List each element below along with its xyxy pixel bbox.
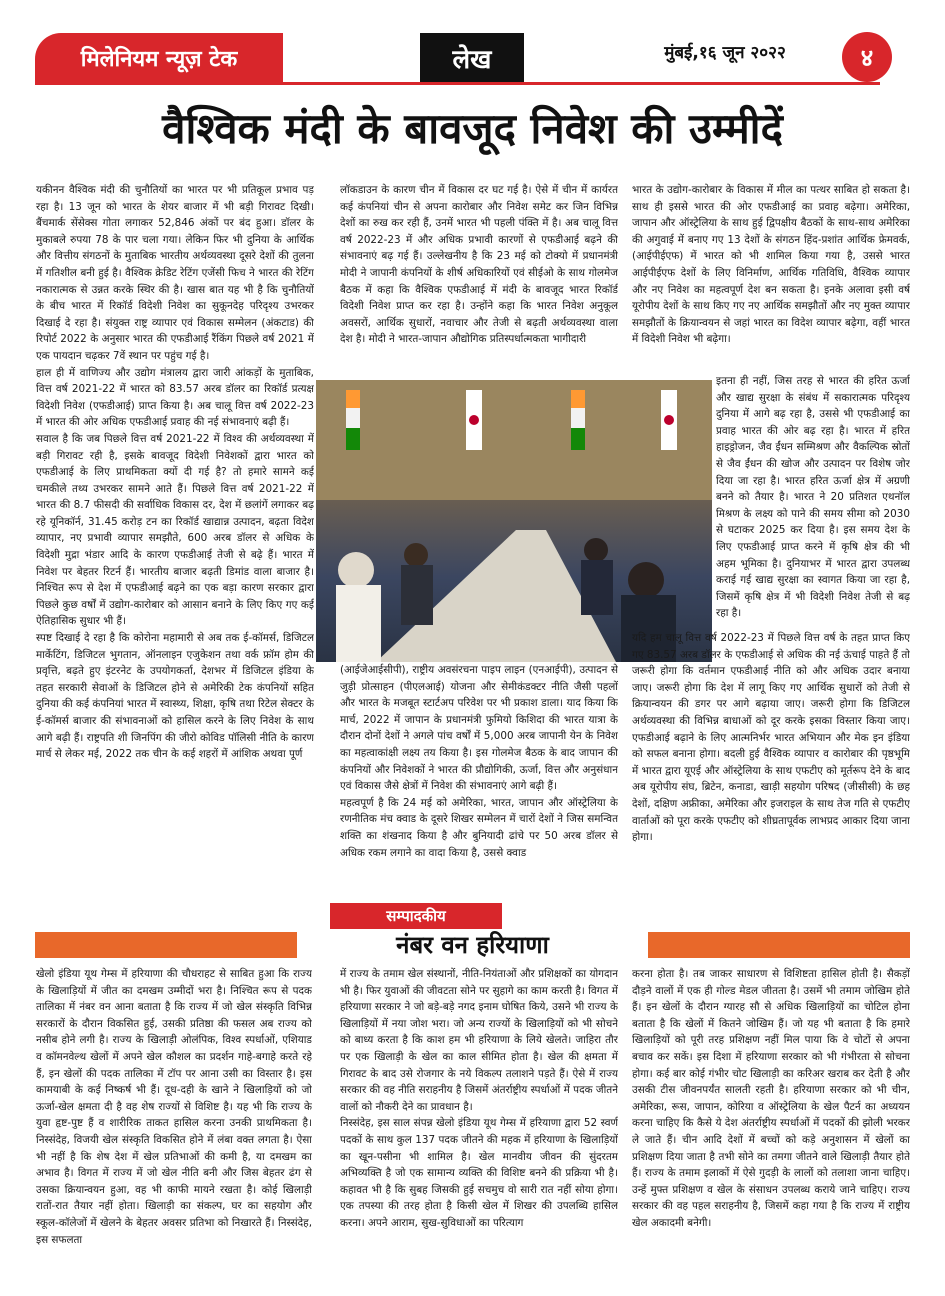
editorial-column-1: [36, 966, 312, 1262]
meeting-photo-illustration: [316, 380, 712, 662]
article-column-3-bottom: [632, 630, 910, 892]
article-paragraph: महत्वपूर्ण है कि 24 मई को अमेरिका, भारत, जापान और ऑस्ट्रेलिया के रणनीतिक मंच क्वाड के दूसरे शिखर सम्मेलन में चारों देशों ने जिस समन्वित शक्ति का शंखनाद किया है और बुनियादी ढांचे पर 50 अरब डॉलर से अधिक रकम लगाने का वादा किया है, उससे क्वाड: [340, 796, 618, 859]
editorial-band-right: [648, 932, 910, 958]
editorial-band-left: [35, 932, 297, 958]
article-column-1: [36, 182, 314, 882]
article-column-3-top: [632, 182, 910, 380]
issue-date: मुंबई,१६ जून २०२२: [664, 43, 786, 63]
editorial-paragraph: करना होता है। तब जाकर साधारण से विशिष्टता हासिल होती है। सैकड़ों दौड़ने वालों में एक ही गोल्ड मेडल जीतता है। उसमें भी तमाम जोखिम होते हैं। इन खेलों के दौरान ग्यारह सौ से अधिक खिलाड़ियों का चोटिल होना बताता है कि खेलों में कितने जोखिम हैं। जो यह भी बताता है कि हमारे खिलाड़ियों को पूरी तरह प्रशिक्षण नहीं मिल पाया कि वे चोटों से अपना बचाव कर सकें। इस दिशा में हरियाणा सरकार को भी गंभीरता से सोचना होगा। कई बार कोई गंभीर चोट खिलाड़ी का करिअर खराब कर देती है और उसकी टीस जीवनपर्यंत सालती रहती है। हरियाणा सरकार को भी चीन, अमेरिका, रूस, जापान, कोरिया व ऑस्ट्रेलिया के खेल पैटर्न का अध्ययन करना चाहिए कि कैसे ये देश अंतर्राष्ट्रीय स्पर्धाओं में पदकों की झोली भरकर ले जाते हैं। चीन आदि देशों में बच्चों को कड़े अनुशासन में खेलों का प्रशिक्षण दिया जाता है तभी सोने का तमगा जीतने वाले खिलाड़ी तैयार होते हैं। राज्य के तमाम इलाकों में ऐसे गुदड़ी के लालों को तलाशा जाना चाहिए। उन्हें मुफ्त प्रशिक्षण व खेल के संसाधन उपलब्ध कराये जाने चाहिए। राज्य सरकार की वह पहल सराहनीय है, जिसमें कहा गया है कि राज्य में राष्ट्रीय खेल अकादमी बनेगी।: [632, 968, 910, 1229]
article-paragraph: स्पष्ट दिखाई दे रहा है कि कोरोना महामारी से अब तक ई-कॉमर्स, डिजिटल मार्केटिंग, डिजिटल भुगतान, ऑनलाइन एजुकेशन तथा वर्क फ्रॉम होम की प्रवृत्ति, बढ़ते हुए इंटरनेट के उपयोगकर्ता, देशभर में डिजिटल इंडिया के तहत सरकारी सेवाओं के डिजिटल होने से अमेरिकी टेक कंपनियों सहित दुनिया की कई कंपनियां भारत में स्वास्थ्य, शिक्षा, कृषि तथा रिटेल सेक्टर के ई-कॉमर्स बाजार की संभावनाओं को हासिल करने के लिए निवेश के साथ आगे बढ़ी हैं। राष्ट्रपति शी जिनपिंग की जीरो कोविड पॉलिसी नीति के कारण मार्च से लेकर मई, 2022 तक चीन के कई शहरों में आंशिक अथवा पूर्ण: [36, 632, 314, 761]
editorial-column-2: [340, 966, 618, 1262]
editorial-title: नंबर वन हरियाणा: [396, 931, 549, 959]
article-paragraph: इतना ही नहीं, जिस तरह से भारत की हरित ऊर्जा और खाद्य सुरक्षा के संबंध में सकारात्मक परिदृश्य दुनिया में आगे बढ़ रहा है, उससे भी एफडीआई का प्रवाह भारत की ओर बढ़ रहा है। भारत में हरित हाइड्रोजन, जैव ईंधन सम्मिश्रण और वैकल्पिक स्रोतों से जैव ईंधन की खोज और उत्पादन पर विशेष जोर दिया जा रहा है। भारत हरित ऊर्जा क्षेत्र में अग्रणी बनने को तैयार है। भारत ने 20 प्रतिशत एथनॉल मिश्रण के लक्ष्य को पाने की समय सीमा को 2030 से घटाकर 2025 कर दिया है। इस समय देश के लिए एफडीआई प्राप्त करने में कृषि क्षेत्र की भी अहम भूमिका है। दुनियाभर में भारत द्वारा उपलब्ध कराई गई खाद्य सुरक्षा का स्वागत किया जा रहा है, जिसमें कृषि क्षेत्र में भी विदेशी निवेश तेजी से बढ़ रहा है।: [716, 375, 910, 620]
editorial-paragraph: में राज्य के तमाम खेल संस्थानों, नीति-नियंताओं और प्रशिक्षकों का योगदान भी है। फिर युवाओं की जीवटता सोने पर सुहागे का काम करती है। विगत में हरियाणा सरकार ने जो बड़े-बड़े नगद इनाम घोषित किये, उसने भी राज्य के खिलाड़ियों में नया जोश भरा। जो अन्य राज्यों के खिलाड़ियों को भी सोचने को बाध्य करता है कि काश हम भी हरियाणा के लिये खेलते। जाहिरा तौर पर एक खिलाड़ी के खेल का काल सीमित होता है। खेल की क्षमता में गिरावट के बाद उसे रोजगार के नये विकल्प तलाशने पड़ते हैं। ऐसे में राज्य सरकार की वह नीति सराहनीय है जिसमें अंतर्राष्ट्रीय स्पर्धाओं में पदक जीतने वालों को नौकरी देने का प्रावधान है।: [340, 968, 618, 1113]
meeting-photo: [316, 380, 712, 662]
article-paragraph: सवाल है कि जब पिछले वित्त वर्ष 2021-22 में विश्व की अर्थव्यवस्था में बड़ी गिरावट रही है, इसके बावजूद विदेशी निवेशकों द्वारा भारत को एफडीआई के लिए प्राथमिकता क्यों दी गई है? तो हमारे सामने कई चमकीले तथ्य उभरकर सामने आते हैं। पिछले वित्त वर्ष 2021-22 में भारत की 8.7 फीसदी की सर्वाधिक विकास दर, देश में छलांगें लगाकर बढ़ रहे यूनिकॉर्न, 31.45 करोड़ टन का रिकॉर्ड खाद्यान्न उत्पादन, बढ़ता विदेश व्यापार, नए प्रभावी व्यापार समझौते, 600 अरब डॉलर से अधिक के विदेशी मुद्रा भंडार आदि के कारण एफडीआई तेजी से बढ़े हैं। भारत में निवेश पर बेहतर रिटर्न हैं। भारतीय बाजार बढ़ती डिमांड वाला बाजार है। निश्चित रूप से देश में एफडीआई बढ़ने का एक बड़ा कारण सरकार द्वारा पिछले कुछ वर्षों में उद्योग-कारोबार को आसान बनाने के लिए किए गए कई ऐतिहासिक सुधार भी हैं।: [36, 432, 314, 628]
article-paragraph: (आईजेआईसीपी), राष्ट्रीय अवसंरचना पाइप लाइन (एनआईपी), उत्पादन से जुड़ी प्रोत्साहन (पीएलआई) योजना और सेमीकंडक्टर नीति जैसी पहलों और भारत के मजबूत स्टार्टअप परिवेश पर भी प्रकाश डाला। याद किया कि मार्च, 2022 में जापान के प्रधानमंत्री फुमियो किशिदा की भारत यात्रा के दौरान दोनों देशों ने अगले पांच वर्षों में 5,000 अरब जापानी येन के निवेश का महत्वाकांक्षी लक्ष्य तय किया है। इस गोलमेज बैठक के बाद जापान की कंपनियों और निवेशकों ने भारत की प्रौद्योगिकी, ऊर्जा, वित्त और अनुसंधान एवं विकास जैसे क्षेत्रों में निवेश की संभावनाएं आगे बढ़ी हैं।: [340, 664, 618, 793]
header-divider: [35, 82, 880, 85]
article-paragraph: यकीनन वैश्विक मंदी की चुनौतियों का भारत पर भी प्रतिकूल प्रभाव पड़ रहा है। 13 जून को भारत के शेयर बाजार में भी बड़ी गिरावट दिखी। बैंचमार्क सेंसेक्स गोता लगाकर 52,846 अंकों पर बंद हुआ। डॉलर के मुकाबले रुपया 78 के पार चला गया। लेकिन फिर भी दुनिया के आर्थिक और वित्तीय संगठनों के मुताबिक भारतीय अर्थव्यवस्था दूसरे देशों की तुलना में गतिशील बनी हुई है। वैश्विक क्रेडिट रेटिंग एजेंसी फिच ने भारत की रेटिंग नकारात्मक से उन्नत करके स्थिर की है। खास बात यह भी है कि चुनौतियों के बीच भारत में रिकॉर्ड विदेशी निवेश का सुकूनदेह परिदृश्य उभरकर दिखाई दे रहा है। संयुक्त राष्ट्र व्यापार एवं विकास सम्मेलन (अंकटाड) की रिपोर्ट 2022 के अनुसार भारत की एफडीआई रैंकिंग पिछले वर्ष 2021 में एक पायदान चढ़कर 7वें स्थान पर पहुंच गई है।: [36, 184, 314, 362]
editorial-label: सम्पादकीय: [330, 903, 502, 929]
article-column-2-bottom: [340, 662, 618, 892]
page-headline: वैश्विक मंदी के बावजूद निवेश की उम्मीदें: [162, 104, 783, 153]
editorial-column-3: [632, 966, 910, 1262]
editorial-paragraph: निस्संदेह, इस साल संपन्न खेलो इंडिया यूथ गेम्स में हरियाणा द्वारा 52 स्वर्ण पदकों के साथ कुल 137 पदक जीतने की महक में हरियाणा के खिलाड़ियों का खून-पसीना भी शामिल है। खेल मानवीय जीवन की सुंदरतम अभिव्यक्ति है जो एक सामान्य व्यक्ति की विशिष्ट बनने की प्रक्रिया भी है। कहावत भी है कि सुबह जिसकी हुई सचमुच वो सारी रात नहीं सोया होगा। एक तपस्या की तरह होता है किसी खेल में शिखर की उपलब्धि हासिल करना। अपने आराम, सुख-सुविधाओं का परित्याग: [340, 1117, 618, 1229]
article-column-2-top: [340, 182, 618, 380]
article-paragraph: भारत के उद्योग-कारोबार के विकास में मील का पत्थर साबित हो सकता है। साथ ही इससे भारत की ओर एफडीआई का प्रवाह बढ़ेगा। अमेरिका, जापान और ऑस्ट्रेलिया के साथ हुई द्विपक्षीय बैठकों के साथ-साथ अमेरिका की अगुवाई में बनाए गए 13 देशों के संगठन हिंद-प्रशांत आर्थिक फ्रेमवर्क, (आईपीईएफ) में भारत को भी शामिल किया गया है, उससे भारत आईपीईएफ देशों के लिए विनिर्माण, आर्थिक गतिविधि, वैश्विक व्यापार और नए निवेश का महत्वपूर्ण देश बन सकता है। इनके अलावा इसी वर्ष यूरोपीय देशों के साथ किए गए नए आर्थिक समझौतों और नए मुक्त व्यापार समझौतों के क्रियान्वयन से जहां भारत का विदेश व्यापार बढ़ेगा, वहीं भारत में विदेशी निवेश भी बढ़ेगा।: [632, 184, 910, 346]
page-number: ४: [842, 32, 892, 82]
article-paragraph: यदि हम चालू वित्त वर्ष 2022-23 में पिछले वित्त वर्ष के तहत प्राप्त किए गए 83.57 अरब डॉलर के एफडीआई से अधिक की नई ऊंचाई पाहते हैं तो जरूरी होगा कि वर्तमान एफडीआई नीति को और अधिक उदार बनाया जाए। जरूरी होगा कि देश में लागू किए गए आर्थिक सुधारों को तेजी से क्रियान्वयन की डगर पर आगे बढ़ाया जाए। जरूरी होगा कि डिजिटल अर्थव्यवस्था की विभिन्न बाधाओं को दूर करके इसका विस्तार किया जाए। एफडीआई बढ़ाने के लिए आत्मनिर्भर भारत अभियान और मेक इन इंडिया को सफल बनाना होगा। बदली हुई वैश्विक व्यापार व कारोबार की पृष्ठभूमि में भारत द्वारा यूएई और ऑस्ट्रेलिया के साथ एफटीए को मूर्तरूप देने के बाद अब यूरोपीय संघ, ब्रिटेन, कनाडा, खाड़ी सहयोग परिषद (जीसीसी) के छह देशों, दक्षिण अफ्रीका, अमेरिका और इजराइल के साथ तेज गति से एफटीए वार्ताओं को पूरा करके एफटीए को शीघ्रतापूर्वक लाभप्रद आकार दिया जाना होगा।: [632, 632, 910, 844]
article-paragraph: लॉकडाउन के कारण चीन में विकास दर घट गई है। ऐसे में चीन में कार्यरत कई कंपनियां चीन से अपना कारोबार और निवेश समेट कर जिन विभिन्न देशों का रुख कर रही हैं, उनमें भारत भी पहली पंक्ति में है। अब चालू वित्त वर्ष 2022-23 में और अधिक प्रभावी कारणों से एफडीआई बढ़ने की संभावनाएं बढ़ गई हैं। उल्लेखनीय है कि 23 मई को टोक्यो में प्रधानमंत्री मोदी ने जापानी कंपनियों के शीर्ष अधिकारियों एवं सीईओ के साथ गोलमेज बैठक में कहा कि वैश्विक एफडीआई में मंदी के बावजूद भारत रिकॉर्ड विदेशी निवेश प्राप्त कर रहा है। उन्होंने कहा कि भारत निवेश अनुकूल अवसरों, आर्थिक सुधारों, नवाचार और तेजी से बढ़ती अर्थव्यवस्था वाला देश है। मोदी ने भारत-जापान औद्योगिक प्रतिस्पर्धात्मकता भागीदारी: [340, 184, 618, 346]
article-paragraph: हाल ही में वाणिज्य और उद्योग मंत्रालय द्वारा जारी आंकड़ों के मुताबिक, वित्त वर्ष 2021-22 में भारत को 83.57 अरब डॉलर का रिकॉर्ड प्रत्यक्ष विदेशी निवेश (एफडीआई) प्राप्त किया है। अब चालू वित्त वर्ष 2022-23 में भारत की ओर अधिक एफडीआई प्रवाह की नई संभावनाएं बढ़ी हैं।: [36, 366, 314, 429]
section-label: लेख: [420, 33, 524, 83]
article-column-3-mid: [716, 373, 910, 625]
editorial-paragraph: खेलो इंडिया यूथ गेम्स में हरियाणा की चौधराहट से साबित हुआ कि राज्य के खिलाड़ियों में जीत का दमखम उम्मीदों भरा है। निश्चित रूप से पदक तालिका में नंबर वन आना बताता है कि राज्य में जो खेल संस्कृति विभिन्न सरकारों के दौरान विकसित हुई, उसकी प्रतिष्ठा की फसल अब राज्य को नसीब होने लगी है। राज्य के खिलाड़ी ओलंपिक, विश्व स्पर्धाओं, एशियाड व कॉमनवेल्थ खेलों में अपने खेल कौशल का प्रदर्शन गाहे-बगाहे करते रहे हैं, इन खेलों की पदक तालिका में टॉप पर आना उसी का विस्तार है। इस कामयाबी के कई निष्कर्ष भी हैं। दूध-दही के खाने ने खिलाड़ियों को जो ऊर्जा-खेल क्षमता दी है वह शेष राज्यों से विशिष्ट है। यह भी कि राज्य के युवा हृष्ट-पुष्ट हैं व शारीरिक ताकत हासिल करना उनकी प्राथमिकता है। निस्संदेह, विजयी खेल संस्कृति विकसित होने में लंबा वक्त लगता है। ऐसा भी नहीं है कि शेष देश में खेल प्रतिभाओं की कमी है, या दमखम का अभाव है। विगत में राज्य में जो खेल नीति बनी और जिस बेहतर ढंग से उसका क्रियान्वयन हुआ, वह भी काफी मायने रखता है। कोई खिलाड़ी रातों-रात तैयार नहीं होता। खिलाड़ी का संकल्प, घर का सहयोग और स्कूल-कॉलेजों में खेलने के बेहतर अवसर प्रतिभा को निखारते हैं। निस्संदेह, इस सफलता: [36, 968, 312, 1246]
publication-name: मिलेनियम न्यूज़ टेक: [35, 33, 283, 83]
